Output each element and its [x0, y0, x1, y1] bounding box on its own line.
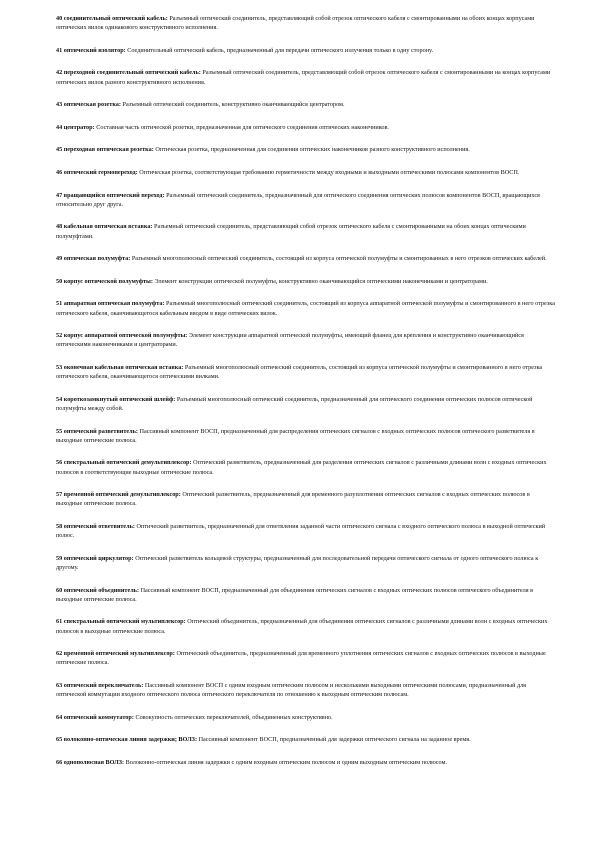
- definition: Разъемный многополюсный оптический соединитель, состоящий из корпуса аппаратной оптической полумуфты и смонтированного в него отрезка оптического кабеля, оканчивающегося кабельным вводом в виде оптических вилок.: [56, 300, 555, 317]
- definition: Оптическая розетка, соответствующая требованию герметичности между входными и выходными оптическими полюсами компонентов ВОСП.: [139, 168, 520, 176]
- glossary-entry-44: [56, 123, 555, 132]
- definition: Оптический объединитель, предназначенный для объединения оптических сигналов с различными длинами волн с входных оптических полюсов в выходные оптические полюса.: [56, 618, 548, 635]
- glossary-entry-58: [56, 522, 555, 540]
- term: 40 соединительный оптический кабель:: [56, 15, 168, 22]
- glossary-entry-46: [56, 168, 555, 177]
- glossary-entry-40: [56, 14, 555, 32]
- glossary-entry-54: [56, 395, 555, 413]
- glossary-entry-43: [56, 100, 555, 109]
- glossary-entry-45: [56, 145, 555, 154]
- definition: Пассивный компонент ВОСП, предназначенный для распределения оптических сигналов с входных оптических полюсов оптического разветвителя в выходные оптические полюса.: [56, 427, 535, 444]
- term: 50 корпус оптической полумуфты:: [56, 277, 153, 285]
- definition: Соединительный оптический кабель, предназначенный для передачи оптического излучения только в одну сторону.: [127, 46, 434, 54]
- glossary-entry-60: [56, 586, 555, 604]
- definition: Разъемный оптический соединитель, представляющий собой отрезок оптического кабеля с смонтированными на обоих концах оптическими полумуфтами.: [56, 223, 526, 240]
- definition: Совокупность оптических переключателей, объединенных конструктивно.: [135, 713, 333, 721]
- term: 62 временной оптический мультиплексор:: [56, 650, 175, 658]
- term: 52 корпус аппаратной оптической полумуфты:: [56, 332, 188, 340]
- term: 44 центратор:: [56, 123, 95, 131]
- definition: Оптический разветвитель, предназначенный для ответвления заданной части оптического сигнала с входного оптического полюса в выходной оптический полюс.: [56, 522, 546, 540]
- term: 58 оптический ответвитель:: [56, 522, 135, 530]
- glossary-entry-42: [56, 68, 555, 86]
- term: 49 оптическая полумуфта:: [56, 255, 131, 263]
- definition: Разъемный многополюсный оптический соединитель, предназначенный для оптического соединения оптических полюсов оптической полумуфты между собой.: [56, 395, 533, 412]
- glossary-entry-61: [56, 617, 555, 635]
- definition: Оптический разветвитель кольцевой структуры, предназначенный для последовательной передачи оптического сигнала от одного оптического полюса к другому.: [56, 554, 539, 571]
- definition: Оптический объединитель, предназначенный для временного уплотнения оптических сигналов с входных оптических полюсов в выходные оптические полюса.: [56, 650, 546, 667]
- term: 54 короткозамкнутый оптический шлейф:: [56, 395, 176, 403]
- glossary-entry-63: [56, 681, 555, 699]
- glossary-entry-53: [56, 363, 555, 381]
- glossary-entry-59: [56, 554, 555, 572]
- term: 59 оптический циркулятор:: [56, 554, 134, 562]
- term: 41 оптический изолятор:: [56, 46, 126, 54]
- glossary-entry-48: [56, 222, 555, 240]
- glossary-entry-66: [56, 758, 555, 767]
- definition: Разъемный многополюсный оптический соединитель, состоящий из корпуса оптической полумуфты и смонтированного в него отрезка оптического кабеля, оканчивающегося оптическими вилками.: [56, 363, 543, 381]
- glossary-entry-55: [56, 427, 555, 445]
- glossary-entry-50: [56, 277, 555, 286]
- definition: Волоконно-оптическая линия задержки с одним входным оптическим полюсом и одним выходным оптическим полюсом.: [125, 758, 447, 766]
- definition: Оптическая розетка, предназначенная для соединения оптических наконечников разного конструктивного исполнения.: [155, 146, 470, 154]
- definition: Разъемный оптический соединитель, представляющий собой отрезок оптического кабеля с смонтированными на обоих концах корпусами оптических вилок одинакового конструктивного исполнения.: [56, 15, 535, 32]
- term: 42 переходной соединительный оптический кабель:: [56, 69, 201, 77]
- definition: Составная часть оптической розетки, предназначенная для оптического соединения оптических наконечников.: [96, 123, 389, 131]
- term: 66 однополюсная ВОЛЗ:: [56, 758, 125, 766]
- glossary-entry-49: [56, 254, 555, 263]
- definition: Пассивный компонент ВОСП, предназначенный для задержки оптического сигнала на заданное время.: [198, 736, 471, 744]
- definition: Разъемный оптический соединитель, представляющий собой отрезок оптического кабеля с смонтированными на концах корпусами оптических вилок разного конструктивного исполнения.: [56, 69, 551, 86]
- term: 63 оптический переключатель:: [56, 681, 144, 689]
- term: 43 оптическая розетка:: [56, 101, 121, 109]
- glossary-entry-52: [56, 331, 555, 349]
- definition: Пассивный компонент ВОСП, предназначенный для объединения оптических сигналов с входных оптических полюсов оптического объединителя в выходные оптические полюса.: [56, 586, 534, 603]
- term: 61 спектральный оптический мультиплексор:: [56, 618, 186, 626]
- definition: Элемент конструкции оптической полумуфты, конструктивно оканчивающийся оптическими наконечниками и центраторами.: [154, 277, 488, 285]
- glossary-entry-62: [56, 649, 555, 667]
- term: 48 кабельная оптическая вставка:: [56, 223, 153, 231]
- term: 56 спектральный оптический демультиплексор:: [56, 459, 192, 467]
- glossary-entry-51: [56, 299, 555, 317]
- term: 47 вращающийся оптический переход:: [56, 191, 165, 199]
- term: 55 оптический разветвитель:: [56, 427, 138, 435]
- glossary-entry-65: [56, 735, 555, 744]
- definition: Оптический разветвитель, предназначенный для разделения оптических сигналов с различными длинами волн с входных оптических полюсов в соответствующие выходные оптические полюса.: [56, 459, 547, 476]
- definition: Разъемный оптический соединитель, предназначенный для оптического соединения оптических полюсов компонентов ВОСП, вращающихся относительно друг друга.: [56, 191, 540, 208]
- term: 57 временной оптический демультиплексор:: [56, 491, 181, 499]
- glossary-entry-56: [56, 458, 555, 476]
- definition: Оптический разветвитель, предназначенный для временного разуплотнения оптических сигналов с входных оптических полюсов в выходные оптические полюса.: [56, 491, 530, 508]
- definition: Пассивный компонент ВОСП с одним входным оптическим полюсом и несколькими выходными оптическими полюсами, предназначенный для оптической коммутации входного оптического полюса оптического переключателя по отношению к выходным оптическим полюсам.: [56, 681, 527, 699]
- term: 51 аппаратная оптическая полумуфта:: [56, 300, 165, 308]
- term: 60 оптический объединитель:: [56, 586, 140, 594]
- glossary-entry-41: [56, 46, 555, 55]
- term: 46 оптический гермопереход:: [56, 168, 138, 176]
- glossary-entry-47: [56, 191, 555, 209]
- term: 53 оконечная кабельная оптическая вставка:: [56, 363, 184, 371]
- term: 64 оптический коммутатор:: [56, 713, 134, 721]
- definition: Разъемный оптический соединитель, конструктивно оканчивающийся центратором.: [122, 101, 345, 109]
- term: 45 переходная оптическая розетка:: [56, 146, 154, 154]
- definition: Разъемный многополюсный оптический соединитель, состоящий из корпуса оптической полумуфты и смонтированных в него отрезков оптических кабелей.: [131, 255, 547, 263]
- glossary-entry-64: [56, 713, 555, 722]
- glossary-entry-57: [56, 490, 555, 508]
- definition: Элемент конструкции аппаратной оптической полумуфты, имеющий фланец для крепления и конструктивно оканчивающийся оптическими наконечниками и центраторами.: [56, 332, 524, 349]
- term: 65 волоконно-оптическая линия задержки; ВОЛЗ:: [56, 736, 198, 744]
